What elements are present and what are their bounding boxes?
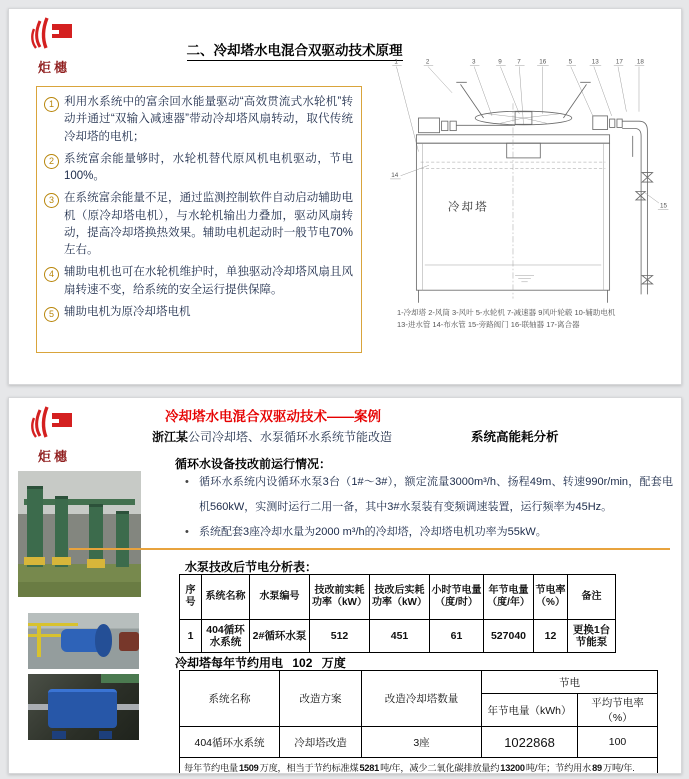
list-item [44,190,353,259]
circled-number: 1 [44,97,59,112]
svg-text:16: 16 [539,58,547,66]
slide2-title: 冷却塔水电混合双驱动技术——案例 [165,409,381,424]
list-item [44,151,353,186]
svg-text:17: 17 [615,58,623,66]
table-header-cell: 水泵编号 [250,575,310,620]
table-header-cell: 改造方案 [280,671,362,727]
diagram-caption-line1: 1-冷却塔 2-风筒 3-风叶 5-水轮机 7-减速器 9风叶轮毂 10-辅助电机 [397,308,616,317]
photo-detail [89,504,103,567]
note-suffix: 万度 [321,656,346,670]
photo-detail [24,557,45,566]
logo-text: 炬橞 [37,449,70,464]
cooling-tower-diagram [387,55,681,331]
svg-text:5: 5 [568,58,573,66]
photo-detail [37,623,41,657]
pump-table-title: 水泵技改后节电分析表： [185,560,318,574]
note-value: 102 [286,656,318,671]
list-item [44,264,353,299]
photo-detail [27,486,43,567]
table-cell: 404循环水系统 [202,620,250,653]
list-item-text: 在系统富余能量不足，通过监测控制软件自动启动辅助电机（原冷却塔电机），与水轮机输出力叠加，驱动风扇转动，提高冷却塔换热效果。辅助电机起动时一般节电70%左右。 [64,192,353,256]
svg-text:15: 15 [660,202,668,210]
photo-circulating-pump [28,613,139,669]
table-cell: 61 [430,620,484,653]
table-header-cell: 系统名称 [202,575,250,620]
svg-text:7: 7 [517,58,521,66]
bullet-text: 系统配套3座冷却水量为2000 m³/h的冷却塔，冷却塔电机功率为55kW。 [199,525,547,538]
svg-text:1: 1 [394,58,398,66]
table-header-cell: 小时节电量（度/时） [430,575,484,620]
photo-detail [48,689,117,728]
table-header-cell: 备注 [568,575,616,620]
photo-detail [119,632,139,651]
cooling-tower-drawing-icon [387,55,681,307]
slide-1 [8,8,682,385]
bullet-marker: • [185,525,189,538]
table-cell: 512 [310,620,370,653]
table-row [180,620,616,653]
table-cell: 2#循环水泵 [250,620,310,653]
tower-label: 冷却塔 [447,201,489,214]
table-cell: 更换1台节能泵 [568,620,616,653]
list-item-text: 辅助电机为原冷却塔电机 [64,305,191,318]
bullet-item [185,470,673,520]
bullet-text: 循环水系统内设循环水泵3台（1#～3#），额定流量3000m³/h、扬程49m、转速990r/min，配套电机560kW，实测时运行二用一备，其中3#水泵装有变频调速装置，运行频率为45Hz。 [199,476,673,513]
table-cell: 12 [534,620,568,653]
photo-detail [99,731,112,739]
photo-detail [52,557,70,566]
bullet-item [185,520,673,545]
flame-icon [27,15,81,59]
table-cell: 1 [180,620,202,653]
slide2-subtitle [152,428,392,445]
table-footer-cell: 每年节约电量1509万度，相当于节约标准煤5281吨/年，减少二氧化碳排放量约13200吨/年；节约用水89万吨/年. [180,758,658,775]
list-item-text: 系统富余能量够时，水轮机替代原风机电机驱动，节电100%。 [64,152,353,182]
table-header-row [180,671,658,694]
list-item [44,94,353,146]
table-header-cell: 年节电量（kWh） [482,694,578,727]
diagram-caption-line2: 13-进水管 14-布水管 15-旁路阀门 16-联轴器 17-离合器 [397,320,580,329]
svg-text:3: 3 [472,58,476,66]
table-row [180,727,658,758]
list-item-text: 利用水系统中的富余回水能量驱动“高效贯流式水轮机”转动并通过“双输入减速器”带动冷却塔风扇转动，取代传统冷却塔的电机； [64,96,353,143]
subtitle-rest: 公司冷却塔、水泵循环水系统节能改造 [188,430,393,444]
table-header-cell: 技改后实耗功率（kW） [370,575,430,620]
flame-icon [27,404,81,448]
photo-detail [52,731,65,739]
table-header-cell: 平均节电率（%） [578,694,658,727]
annual-saving-note [175,654,346,671]
table-header-cell: 节电 [482,671,658,694]
photo-detail [101,674,139,683]
principle-list [36,86,362,353]
table-cell: 1022868 [482,727,578,758]
energy-analysis-heading: 系统高能耗分析 [471,430,559,444]
photo-detail [87,559,105,568]
table-header-cell: 技改前实耗功率（kW） [310,575,370,620]
list-item [44,304,353,322]
pre-retrofit-bullets [185,470,673,544]
table-cell: 404循环水系统 [180,727,280,758]
table-cell: 冷却塔改造 [280,727,362,758]
subtitle-company: 浙江某 [152,430,189,444]
orange-callout-line [69,548,670,550]
svg-text:14: 14 [391,171,399,179]
logo-text: 炬橞 [37,60,70,75]
company-logo [23,404,85,465]
list-item-text: 辅助电机也可在水轮机维护时，单独驱动冷却塔风扇且风扇转速不变，给系统的安全运行提供保障。 [64,266,353,296]
table-header-cell: 系统名称 [180,671,280,727]
table-header-cell: 序号 [180,575,202,620]
pump-saving-table [179,574,616,653]
table-header-cell: 改造冷却塔数量 [362,671,482,727]
photo-detail [95,624,113,656]
table-cell: 100 [578,727,658,758]
table-footer-row [180,758,658,775]
bullet-marker: • [185,476,189,488]
slide-2 [8,397,682,774]
circled-number: 2 [44,154,59,169]
slide1-title: 二、冷却塔水电混合双驱动技术原理 [147,39,442,59]
table-header-cell: 节电率（%） [534,575,568,620]
retrofit-saving-table [179,670,658,774]
table-header-cell: 年节电量（度/年） [484,575,534,620]
company-logo [23,15,85,76]
table-cell: 3座 [362,727,482,758]
table-header-row [180,575,616,620]
svg-text:18: 18 [636,58,644,66]
section-heading: 循环水设备技改前运行情况： [175,457,332,471]
photo-detail [28,623,78,626]
svg-text:9: 9 [498,58,502,66]
circled-number: 3 [44,193,59,208]
table-cell: 451 [370,620,430,653]
note-prefix: 冷却塔每年节约用电 [175,656,284,670]
table-cell: 527040 [484,620,534,653]
photo-water-turbine-gearbox [28,674,139,740]
photo-detail [116,511,128,567]
svg-text:2: 2 [425,58,430,66]
photo-cooling-tower-site [18,471,141,597]
circled-number: 5 [44,307,59,322]
circled-number: 4 [44,267,59,282]
svg-text:13: 13 [591,58,599,66]
